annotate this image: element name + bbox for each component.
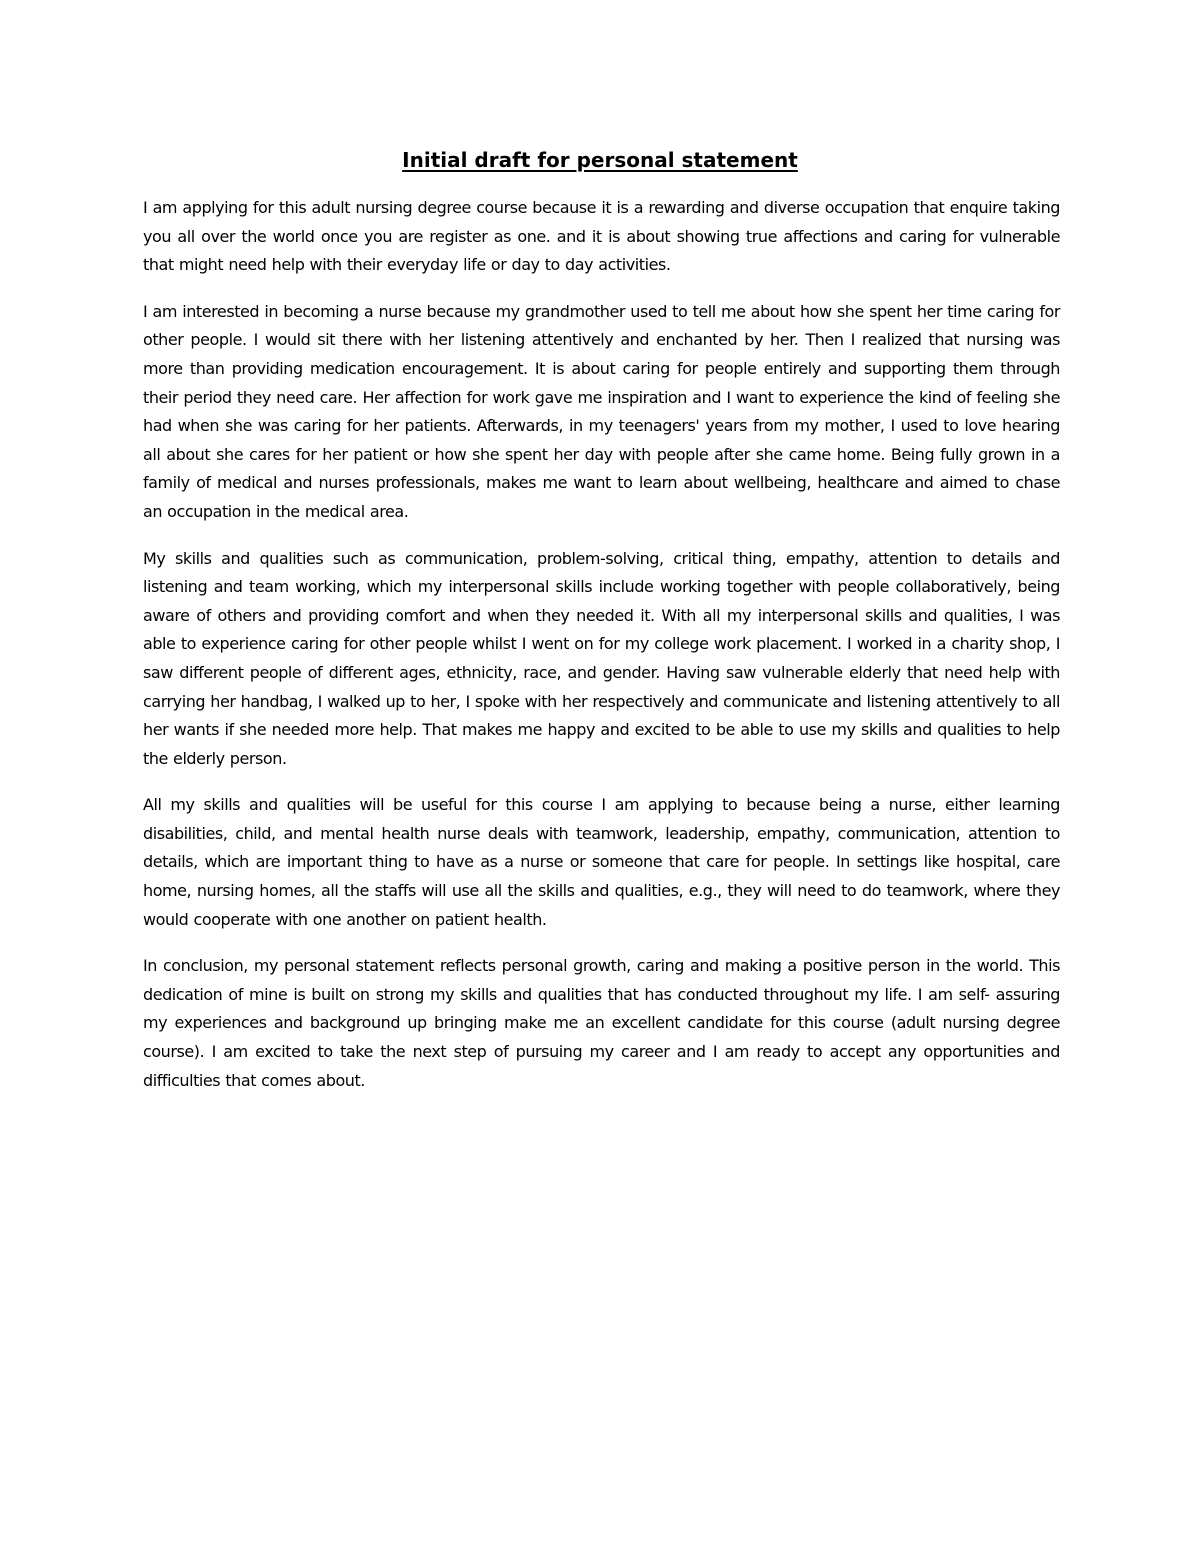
document-body — [143, 194, 1060, 1113]
paragraph-skills: My skills and qualities such as communication, problem-solving, critical thing, empathy, attention to details and listening and team working, which my interpersonal skills include working together with people collaboratively, being aware of others and providing comfort and when they needed it. With all my interpersonal skills and qualities, I was able to experience caring for other people whilst I went on for my college work placement. I worked in a charity shop, I saw different people of different ages, ethnicity, race, and gender. Having saw vulnerable elderly that need help with carrying her handbag, I walked up to her, I spoke with her respectively and communicate and listening attentively to all her wants if she needed more help. That makes me happy and excited to be able to use my skills and qualities to help the elderly person. — [143, 548, 1060, 768]
document-title: Initial draft for personal statement — [402, 148, 798, 172]
paragraph-course-relevance: All my skills and qualities will be useful for this course I am applying to because being a nurse, either learning disabilities, child, and mental health nurse deals with teamwork, leadership, empathy, communication, attention to details, which are important thing to have as a nurse or someone that care for people. In settings like hospital, care home, nursing homes, all the staffs will use all the skills and qualities, e.g., they will need to do teamwork, where they would cooperate with one another on patient health. — [143, 795, 1060, 929]
paragraph-motivation: I am interested in becoming a nurse because my grandmother used to tell me about how she spent her time caring for other people. I would sit there with her listening attentively and enchanted by her. Then I realized that nursing was more than providing medication encouragement. It is about caring for people entirely and supporting them through their period they need care. Her affection for work gave me inspiration and I want to experience the kind of feeling she had when she was caring for her patients. Afterwards, in my teenagers' years from my mother, I used to love hearing all about she cares for her patient or how she spent her day with people after she came home. Being fully grown in a family of medical and nurses professionals, makes me want to learn about wellbeing, healthcare and aimed to chase an occupation in the medical area. — [143, 301, 1060, 521]
paragraph-conclusion: In conclusion, my personal statement reflects personal growth, caring and making a positive person in the world. This dedication of mine is built on strong my skills and qualities that has conducted throughout my life. I am self- assuring my experiences and background up bringing make me an excellent candidate for this course (adult nursing degree course). I am excited to take the next step of pursuing my career and I am ready to accept any opportunities and difficulties that comes about. — [143, 956, 1060, 1090]
paragraph-intro: I am applying for this adult nursing degree course because it is a rewarding and diverse occupation that enquire taking you all over the world once you are register as one. and it is about showing true affections and caring for vulnerable that might need help with their everyday life or day to day activities. — [143, 198, 1060, 275]
